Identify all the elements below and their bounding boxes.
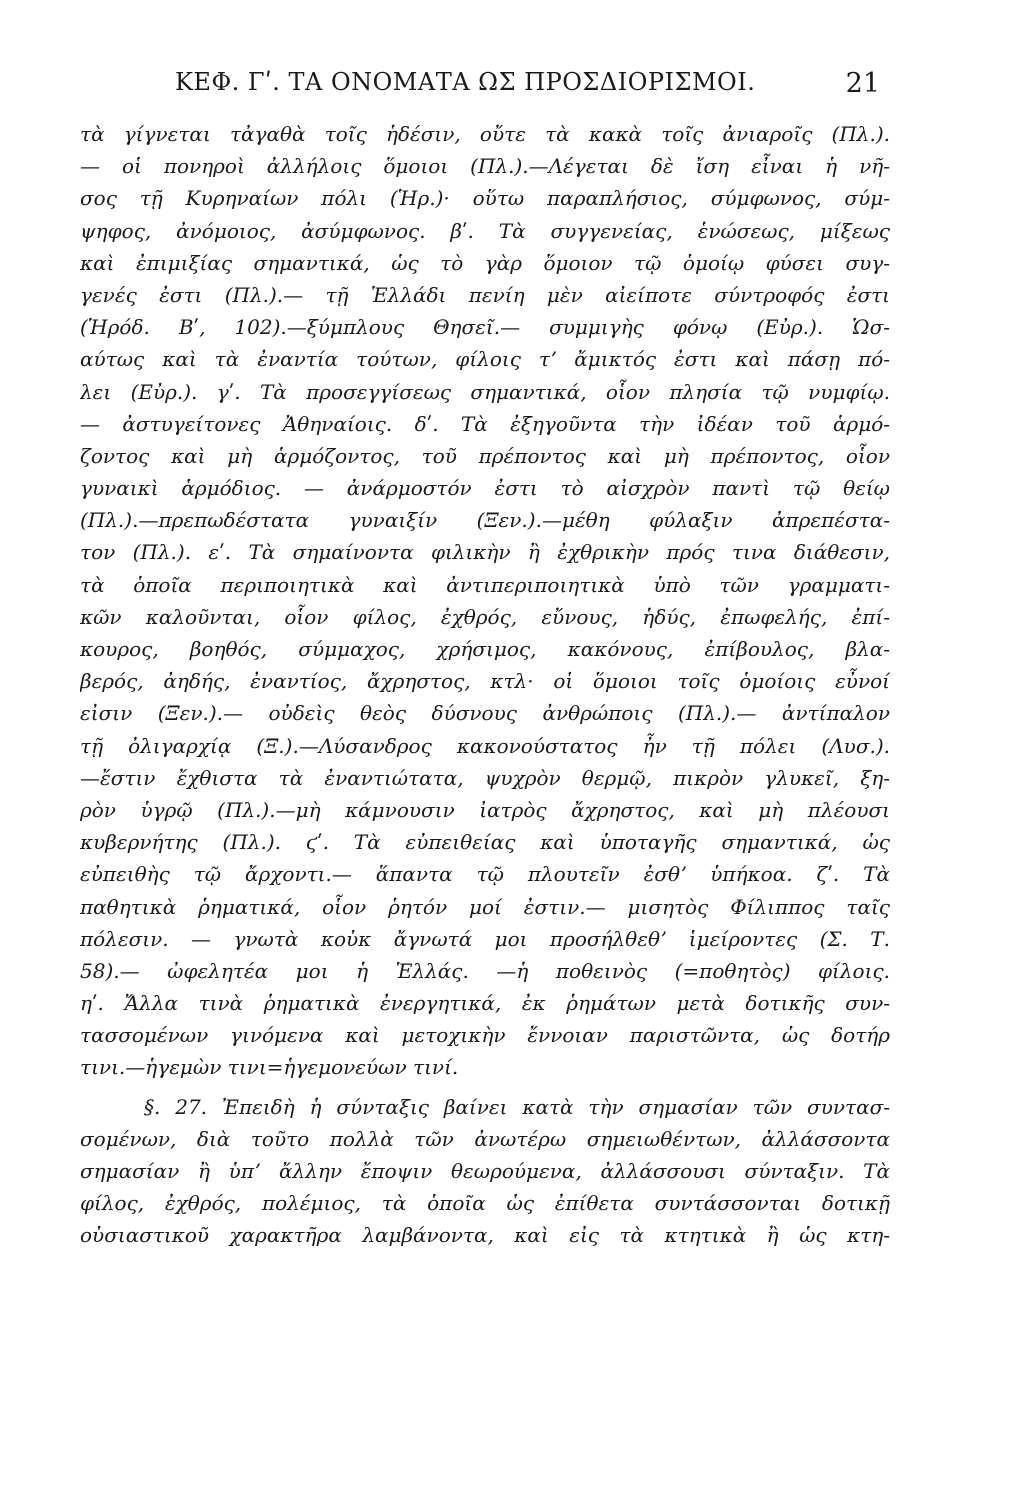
text-line: τῇ ὀλιγαρχίᾳ (Ξ.).—Λύσανδρος κακονούστατος ἦν τῇ πόλει (Λυσ.). [80,733,890,758]
running-head: ΚΕΦ. Γʹ. ΤΑ ΟΝΟΜΑΤΑ ΩΣ ΠΡΟΣΔΙΟΡΙΣΜΟΙ. [175,68,756,96]
text-line: τινι.—ἡγεμὼν τινι=ἡγεμονεύων τινί. [80,1055,459,1080]
text-line: ψηφος, ἀνόμοιος, ἀσύμφωνος. βʹ. Τὰ συγγενείας, ἑνώσεως, μίξεως [80,218,890,243]
text-line: τὰ γίγνεται τἀγαθὰ τοῖς ἡδέσιν, οὔτε τὰ κακὰ τοῖς ἀνιαροῖς (Πλ.). [80,122,890,146]
text-line: σος τῇ Κυρηναίων πόλι (Ἡρ.)· οὕτω παραπλήσιος, σύμφωνος, σύμ- [80,186,890,211]
text-line: καὶ ἐπιμιξίας σημαντικά, ὡς τὸ γὰρ ὅμοιον τῷ ὁμοίῳ φύσει συγ- [80,250,890,275]
text-line: σημασίαν ἢ ὑπʼ ἄλλην ἔποψιν θεωρούμενα, ἀλλάσσουσι σύνταξιν. Τὰ [80,1159,890,1183]
text-line: κυβερνήτης (Πλ.). ϛʹ. Τὰ εὐπειθείας καὶ ὑποταγῆς σημαντικά, ὡς [80,830,890,855]
text-line: βερός, ἀηδής, ἐναντίος, ἄχρηστος, κτλ· οἱ ὅμοιοι τοῖς ὁμοίοις εὖνοί [80,669,890,694]
text-line: σομένων, διὰ τοῦτο πολλὰ τῶν ἀνωτέρω σημειωθέντων, ἀλλάσσοντα [80,1126,890,1151]
text-line: τον (Πλ.). εʹ. Τὰ σημαίνοντα φιλικὴν ἢ ἐχθρικὴν πρός τινα διάθεσιν, [80,540,890,565]
text-line: ηʹ. Ἄλλα τινὰ ῥηματικὰ ἐνεργητικά, ἐκ ῥημάτων μετὰ δοτικῆς συν- [80,991,890,1016]
text-line: αύτως καὶ τὰ ἐναντία τούτων, φίλοις τʼ ἄμικτός ἐστι καὶ πάσῃ πό- [80,347,890,372]
text-line: — ἀστυγείτονες Ἀθηναίοις. δʹ. Τὰ ἐξηγοῦντα τὴν ἰδέαν τοῦ ἁρμό- [80,411,890,436]
page-number: 21 [845,68,880,99]
text-line: κῶν καλοῦνται, οἷον φίλος, ἐχθρός, εὔνους, ἡδύς, ἐπωφελής, ἐπί- [80,604,890,629]
text-line: κουρος, βοηθός, σύμμαχος, χρήσιμος, κακόνους, ἐπίβουλος, βλα- [80,637,890,661]
text-line: οὐσιαστικοῦ χαρακτῆρα λαμβάνοντα, καὶ εἰς τὰ κτητικὰ ἢ ὡς κτη- [80,1223,890,1248]
text-line: γυναικὶ ἁρμόδιος. — ἀνάρμοστόν ἐστι τὸ αἰσχρὸν παντὶ τῷ θείῳ [80,476,890,501]
text-line: —ἔστιν ἔχθιστα τὰ ἐναντιώτατα, ψυχρὸν θερμῷ, πικρὸν γλυκεῖ, ξη- [80,765,890,790]
text-line: (Πλ.).—πρεπωδέστατα γυναιξίν (Ξεν.).—μέθη φύλαξιν ἀπρεπέστα- [80,508,890,533]
text-line: ρὸν ὑγρῷ (Πλ.).—μὴ κάμνουσιν ἰατρὸς ἄχρηστος, καὶ μὴ πλέουσι [80,797,890,822]
text-line: ζοντος καὶ μὴ ἁρμόζοντος, τοῦ πρέποντος καὶ μὴ πρέποντος, οἷον [80,443,890,468]
text-line: εἰσιν (Ξεν.).— οὐδεὶς θεὸς δύσνους ἀνθρώποις (Πλ.).— ἀντίπαλον [80,701,890,726]
text-line: λει (Εὐρ.). γʹ. Τὰ προσεγγίσεως σημαντικά, οἷον πλησία τῷ νυμφίῳ. [80,379,890,404]
page-header [80,68,880,108]
text-line: πόλεσιν. — γνωτὰ κοὐκ ἄγνωτά μοι προσήλθεθʼ ἱμείροντες (Σ. Τ. [80,926,890,951]
text-line: τὰ ὁποῖα περιποιητικὰ καὶ ἀντιπεριποιητικὰ ὑπὸ τῶν γραμματι- [80,572,890,597]
section-27-start: §. 27. Ἐπειδὴ ἡ σύνταξις βαίνει κατὰ τὴν σημασίαν τῶν συντασ- [144,1094,890,1119]
text-line: 58).— ὠφελητέα μοι ἡ Ἑλλάς. —ἡ ποθεινὸς (=ποθητὸς) φίλοις. [80,958,890,983]
text-line: εὐπειθὴς τῷ ἄρχοντι.— ἅπαντα τῷ πλουτεῖν ἐσθʼ ὑπήκοα. ζʹ. Τὰ [80,862,890,887]
text-line: παθητικὰ ῥηματικά, οἷον ῥητόν μοί ἐστιν.— μισητὸς Φίλιππος ταῖς [80,894,890,919]
body-text [80,118,890,1252]
text-line: (Ἡρόδ. Βʹ, 102).—ξύμπλους Θησεῖ.— συμμιγὴς φόνῳ (Εὐρ.). Ὡσ- [80,315,890,340]
text-line: γενές ἐστι (Πλ.).— τῇ Ἑλλάδι πενίη μὲν αἰείποτε σύντροφός ἐστι [80,282,890,307]
text-line: — οἱ πονηροὶ ἀλλήλοις ὅμοιοι (Πλ.).—Λέγεται δὲ ἴση εἶναι ἡ νῆ- [80,154,890,179]
text-line: τασσομένων γινόμενα καὶ μετοχικὴν ἔννοιαν παριστῶντα, ὡς δοτήρ [80,1023,890,1048]
text-line: φίλος, ἐχθρός, πολέμιος, τὰ ὁποῖα ὡς ἐπίθετα συντάσσονται δοτικῇ [80,1191,890,1216]
